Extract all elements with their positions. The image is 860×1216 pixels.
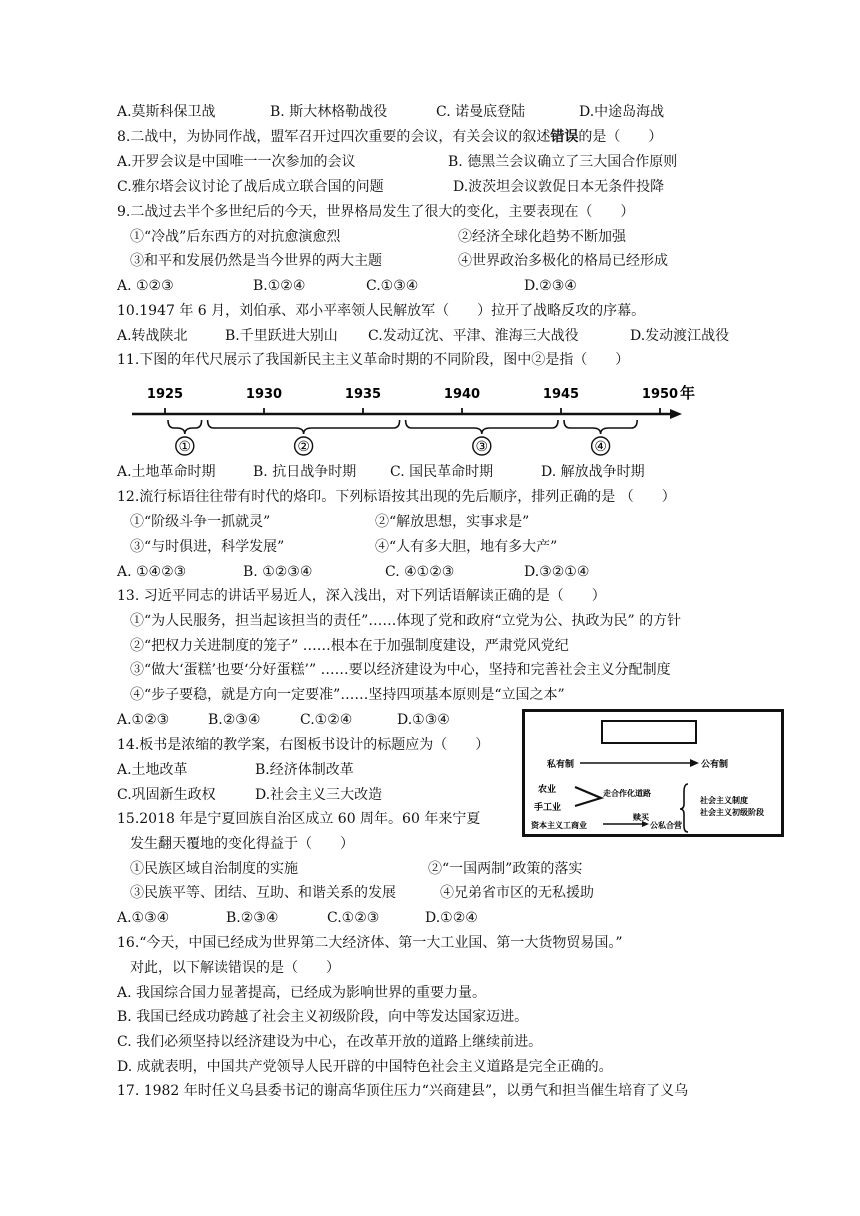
- board-result1: 社会主义制度: [700, 796, 748, 805]
- q10-stem: 10.1947 年 6 月，刘伯承、邓小平率领人民解放军（ ）拉开了战略反攻的序幕。: [117, 303, 646, 319]
- q13-item-1: ①“为人民服务，担当起该担当的责任”……体现了党和政府“立党为公、执政为民” 的方针: [130, 613, 682, 629]
- q15-option-d: D.①②④: [425, 910, 478, 926]
- q9-option-d: D.②③④: [524, 278, 577, 294]
- q13-option-d: D.①③④: [397, 712, 450, 728]
- q14-option-b: B.经济体制改革: [255, 762, 354, 778]
- q11-stem: 11.下图的年代尺展示了我国新民主主义革命时期的不同阶段，图中②是指（ ）: [117, 352, 630, 368]
- q13-option-a: A.①②③: [117, 712, 170, 728]
- q7-option-b: B. 斯大林格勒战役: [270, 104, 388, 120]
- q10-option-c: C.发动辽沈、平津、淮海三大战役: [368, 328, 579, 344]
- q8-option-c: C.雅尔塔会议讨论了战后成立联合国的问题: [117, 179, 384, 195]
- timeline-segment-brace: [208, 420, 400, 434]
- q12-stem: 12.流行标语往往带有时代的烙印。下列标语按其出现的先后顺序，排列正确的是 （ ）: [117, 489, 676, 505]
- timeline-year-label: 1940: [443, 387, 481, 402]
- q8-option-a: A.开罗会议是中国唯一一次参加的会议: [117, 154, 356, 170]
- q13-stem: 13. 习近平同志的讲话平易近人，深入浅出，对下列话语解读正确的是（ ）: [117, 588, 606, 604]
- q8-option-d: D.波茨坦会议敦促日本无条件投降: [453, 179, 665, 195]
- q12-item-2: ②“解放思想，实事求是”: [375, 514, 530, 530]
- q15-option-a: A.①③④: [117, 910, 170, 926]
- q12-item-3: ③“与时俱进，科学发展”: [130, 539, 285, 555]
- q11-option-c: C. 国民革命时期: [390, 464, 494, 480]
- q14-option-d: D.社会主义三大改造: [255, 787, 383, 803]
- timeline-year-label: 1935: [344, 387, 382, 402]
- q11-option-d: D. 解放战争时期: [541, 464, 645, 480]
- q12-option-d: D.③②①④: [524, 564, 590, 580]
- board-buyout: 赎买: [633, 813, 649, 822]
- board-coop: 走合作化道路: [603, 789, 651, 798]
- q9-option-a: A. ①②③: [117, 278, 174, 294]
- q15-item-1: ①民族区域自治制度的实施: [130, 861, 298, 877]
- timeline-svg: [130, 380, 696, 460]
- timeline-unit-label: 年: [680, 384, 696, 402]
- q9-item-4: ④世界政治多极化的格局已经形成: [458, 253, 668, 269]
- q10-option-d: D.发动渡江战役: [630, 328, 730, 344]
- q15-item-4: ④兄弟省市区的无私援助: [440, 885, 594, 901]
- timeline-year-label: 1945: [542, 387, 580, 402]
- board-capitalist: 资本主义工商业: [531, 821, 587, 830]
- q13-item-3: ③“做大‘蛋糕’也要‘分好蛋糕’” ……要以经济建设为中心，坚持和完善社会主义分配制度: [130, 662, 671, 678]
- q7-option-d: D.中途岛海战: [579, 104, 665, 120]
- q9-item-3: ③和平和发展仍然是当今世界的两大主题: [130, 253, 382, 269]
- board-public: 公有制: [701, 760, 729, 770]
- board-result2: 社会主义初级阶段: [700, 808, 764, 817]
- q7-option-a: A.莫斯科保卫战: [117, 104, 216, 120]
- timeline-segment-label: ③: [475, 439, 489, 455]
- q12-option-c: C. ④①②③: [385, 564, 455, 580]
- board-agri: 农业: [538, 785, 557, 795]
- q16-option-c: C. 我们必须坚持以经济建设为中心，在改革开放的道路上继续前进。: [117, 1034, 543, 1050]
- board-title-box: [602, 721, 696, 743]
- board-merge-mark: [575, 787, 601, 806]
- q11-option-a: A.土地革命时期: [117, 464, 216, 480]
- timeline-segment-label: ①: [178, 439, 192, 455]
- blackboard-figure: [522, 709, 784, 837]
- q15-item-3: ③民族平等、团结、互助、和谐关系的发展: [130, 885, 396, 901]
- q15-item-2: ②“一国两制”政策的落实: [428, 861, 583, 877]
- q10-option-b: B.千里跃进大别山: [225, 328, 338, 344]
- q8-stem-pre: 8.二战中，为协同作战，盟军召开过四次重要的会议，有关会议的叙述: [117, 129, 551, 145]
- q9-option-b: B.①②④: [253, 278, 306, 294]
- q9-item-1: ①“冷战”后东西方的对抗愈演愈烈: [130, 229, 341, 245]
- q12-option-b: B. ①②③④: [243, 564, 313, 580]
- board-svg: [525, 712, 781, 834]
- q7-option-c: C. 诺曼底登陆: [436, 104, 526, 120]
- q8-stem-bold: 错误: [550, 129, 579, 145]
- q11-option-b: B. 抗日战争时期: [253, 464, 357, 480]
- timeline-figure: [130, 380, 696, 460]
- q14-option-a: A.土地改革: [117, 762, 188, 778]
- q9-stem: 9.二战过去半个多世纪后的今天，世界格局发生了很大的变化，主要表现在（ ）: [117, 204, 635, 220]
- timeline-year-label: 1930: [245, 387, 283, 402]
- q15-stem-line2: 发生翻天覆地的变化得益于（ ）: [130, 836, 354, 852]
- q16-option-a: A. 我国综合国力显著提高，已经成为影响世界的重要力量。: [117, 985, 487, 1001]
- q15-option-c: C.①②③: [327, 910, 380, 926]
- q9-item-2: ②经济全球化趋势不断加强: [458, 229, 626, 245]
- q13-option-b: B.②③④: [208, 712, 261, 728]
- q12-item-4: ④“人有多大胆，地有多大产”: [375, 539, 558, 555]
- q15-stem-line1: 15.2018 年是宁夏回族自治区成立 60 周年。60 年来宁夏: [117, 811, 481, 827]
- timeline-segment-brace: [406, 420, 558, 434]
- board-joint: 公私合营: [650, 821, 682, 830]
- q8-stem-post: 的是（ ）: [578, 129, 663, 145]
- q13-option-c: C.①②④: [300, 712, 353, 728]
- q12-option-a: A. ①④②③: [117, 564, 187, 580]
- q13-item-4: ④“步子要稳，就是方向一定要准”……坚持四项基本原则是“立国之本”: [130, 687, 565, 703]
- q13-item-2: ②“把权力关进制度的笼子” ……根本在于加强制度建设，严肃党风党纪: [130, 638, 569, 654]
- timeline-year-label: 1950: [641, 387, 679, 402]
- timeline-segment-label: ②: [297, 439, 310, 455]
- timeline-segment-brace: [168, 420, 202, 434]
- q16-option-b: B. 我国已经成功跨越了社会主义初级阶段，向中等发达国家迈进。: [117, 1009, 529, 1025]
- board-arrowhead-main: [690, 759, 699, 767]
- q14-option-c: C.巩固新生政权: [117, 787, 216, 803]
- q12-item-1: ①“阶级斗争一抓就灵”: [130, 514, 271, 530]
- timeline-segment-brace: [564, 420, 637, 434]
- q16-stem-line1: 16.“今天，中国已经成为世界第二大经济体、第一大工业国、第一大货物贸易国。”: [117, 935, 623, 951]
- timeline-arrowhead: [670, 409, 682, 419]
- q15-option-b: B.②③④: [226, 910, 279, 926]
- q10-option-a: A.转战陕北: [117, 328, 188, 344]
- q16-stem-line2: 对此，以下解读错误的是（ ）: [130, 960, 340, 976]
- board-handicraft: 手工业: [534, 803, 562, 813]
- q16-option-d: D. 成就表明，中国共产党领导人民开辟的中国特色社会主义道路是完全正确的。: [117, 1059, 613, 1075]
- board-private: 私有制: [547, 760, 575, 770]
- q17-stem: 17. 1982 年时任义乌县委书记的谢高华顶住压力“兴商建县”，以勇气和担当催生培育了义乌: [117, 1083, 689, 1099]
- q8-option-b: B. 德黑兰会议确立了三大国合作原则: [448, 154, 678, 170]
- q14-stem: 14.板书是浓缩的教学案，右图板书设计的标题应为（ ）: [117, 737, 490, 753]
- q8-stem: [117, 128, 662, 146]
- timeline-segment-label: ④: [594, 439, 607, 455]
- timeline-year-label: 1925: [146, 387, 184, 402]
- q9-option-c: C.①③④: [366, 278, 419, 294]
